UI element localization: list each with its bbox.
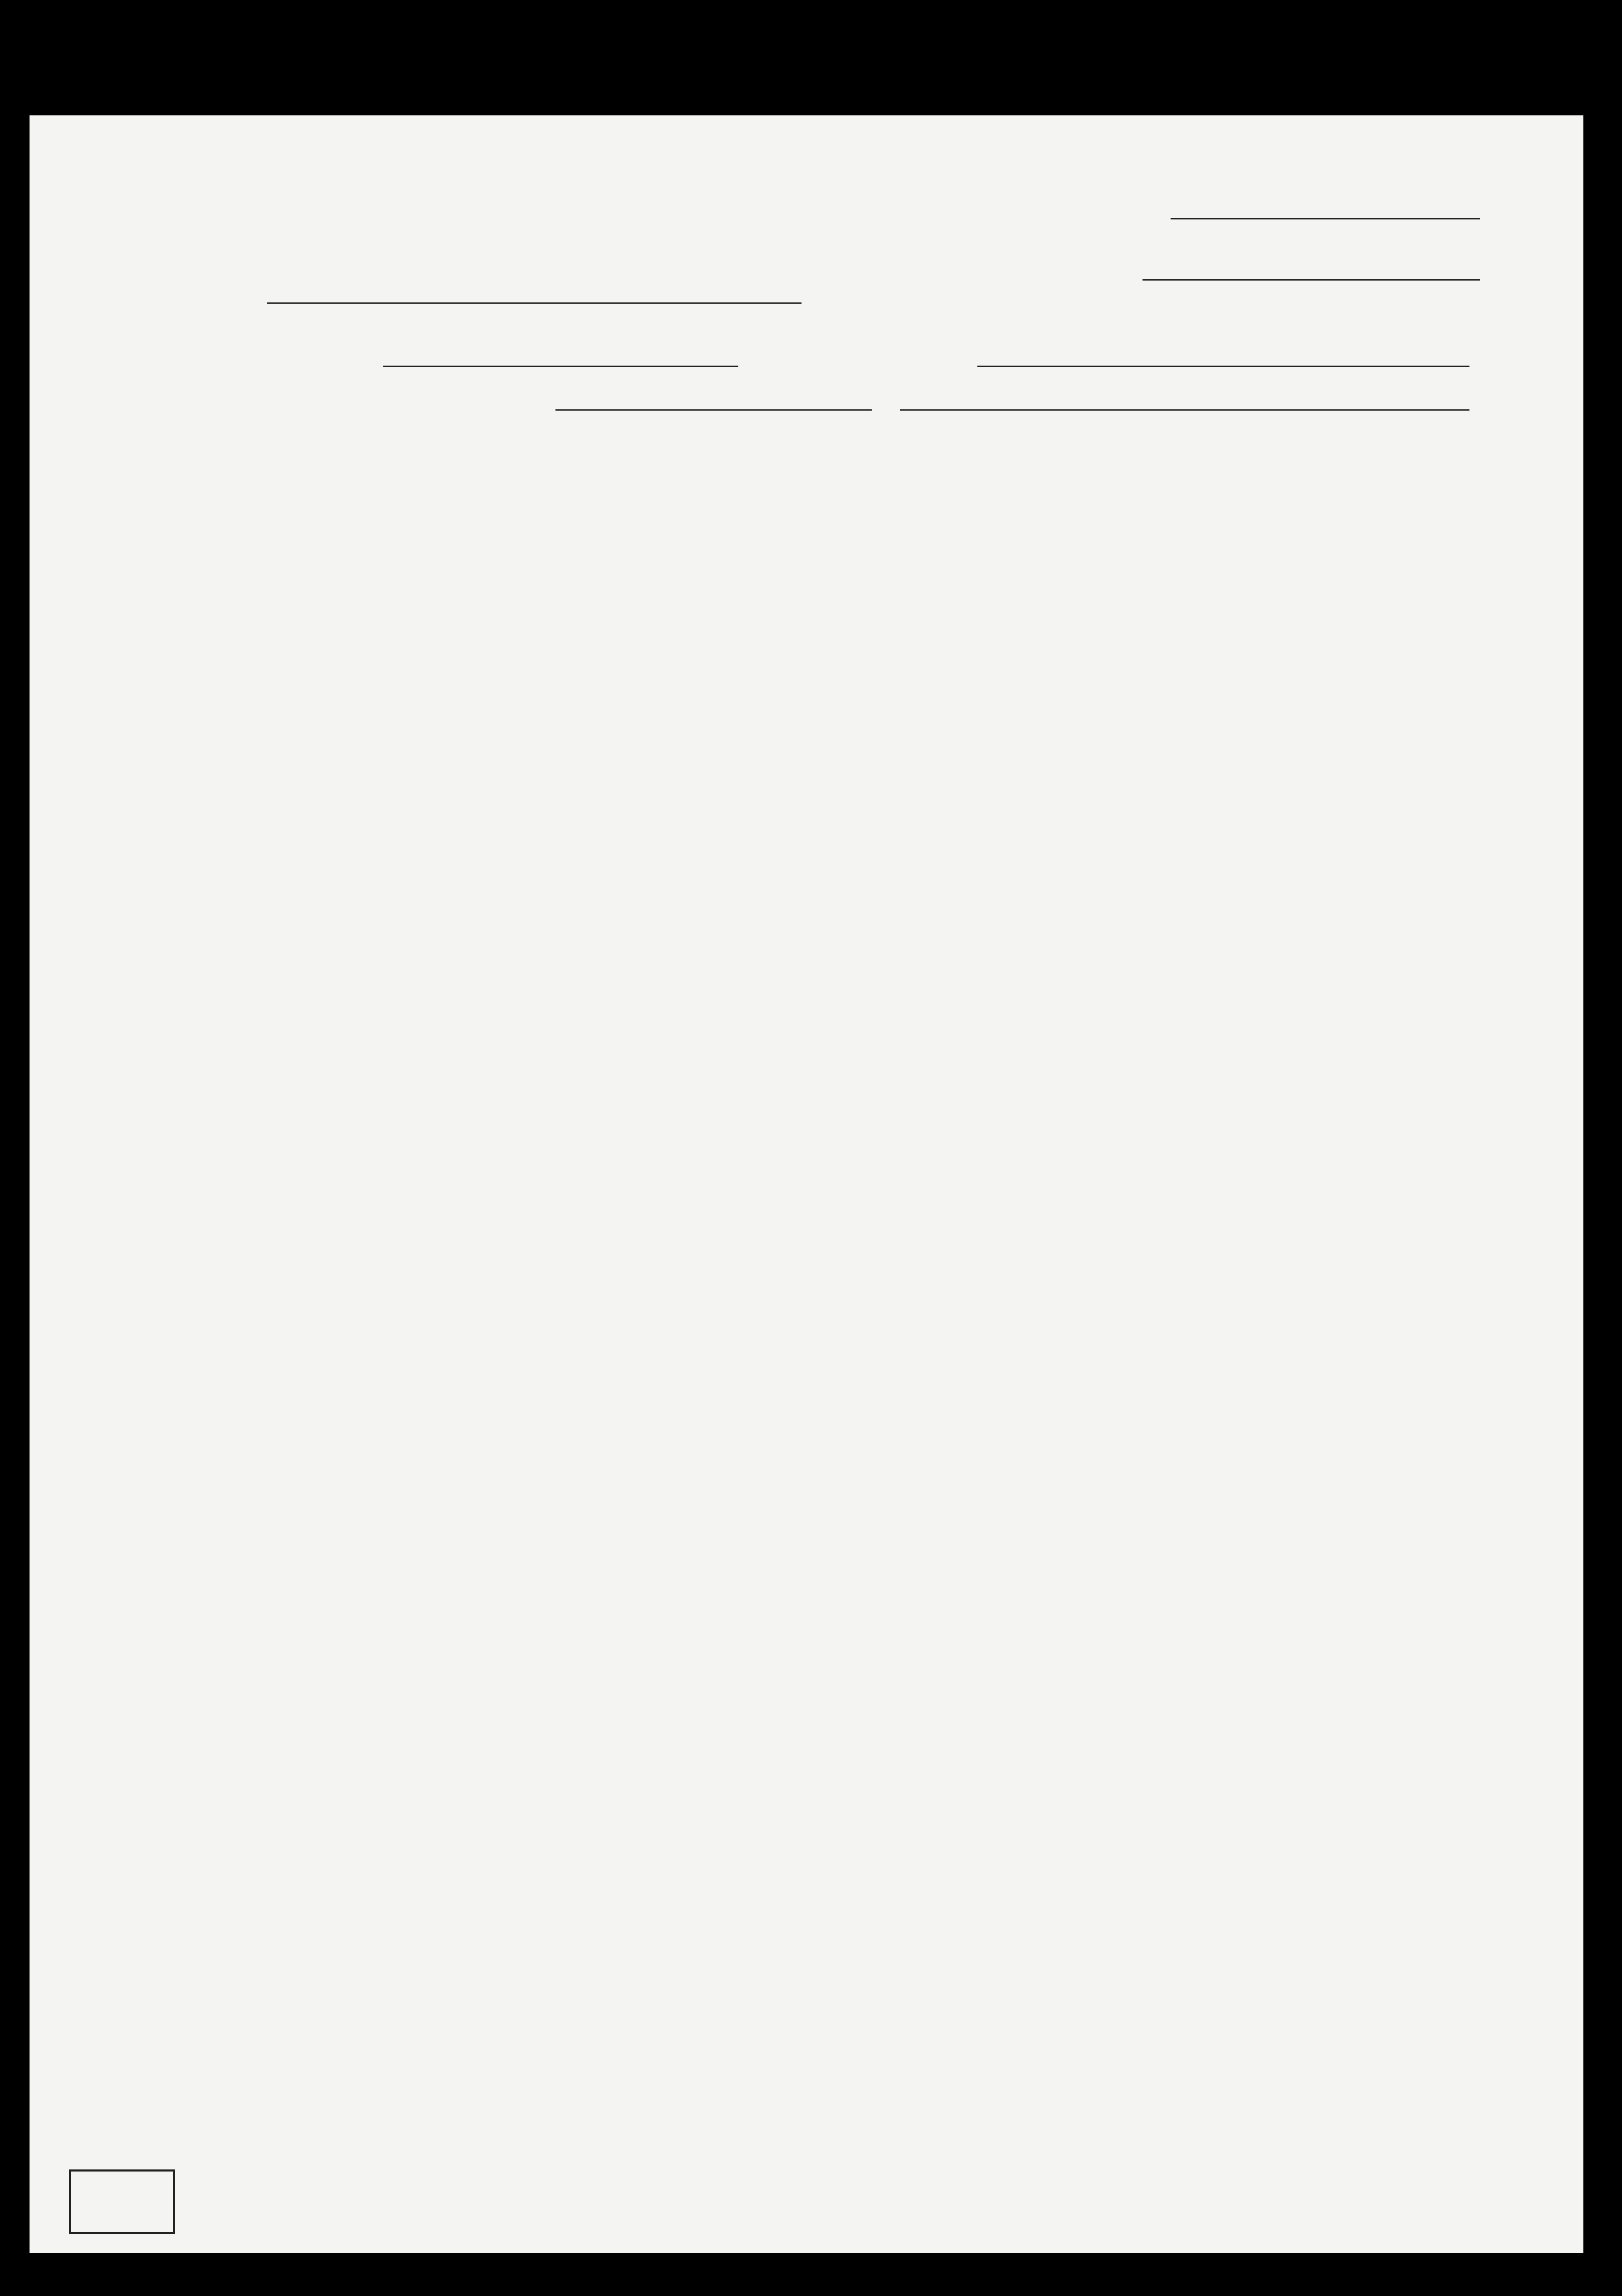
col5-header: [1377, 443, 1521, 447]
col2-header: [669, 443, 813, 450]
col4-header: [1088, 443, 1366, 456]
total-number-box: [69, 2169, 175, 2234]
col1-header: [172, 443, 668, 450]
col3-header: [819, 443, 1072, 450]
